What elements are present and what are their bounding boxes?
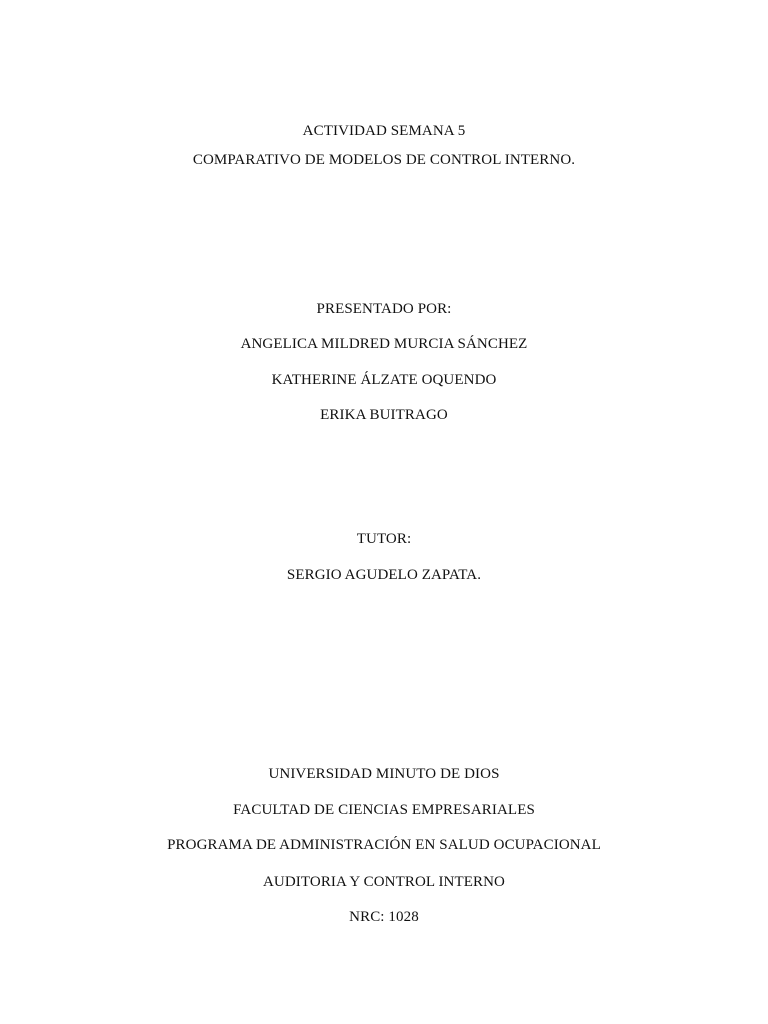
- tutor-name: SERGIO AGUDELO ZAPATA.: [286, 567, 482, 583]
- university-name: UNIVERSIDAD MINUTO DE DIOS: [268, 766, 500, 782]
- document-subject: COMPARATIVO DE MODELOS DE CONTROL INTERNO.: [192, 152, 576, 168]
- author-name: KATHERINE ÁLZATE OQUENDO: [271, 372, 497, 388]
- activity-title: ACTIVIDAD SEMANA 5: [302, 123, 466, 139]
- nrc-code: NRC: 1028: [349, 909, 419, 925]
- course-name: AUDITORIA Y CONTROL INTERNO: [263, 874, 505, 890]
- program-name: PROGRAMA DE ADMINISTRACIÓN EN SALUD OCUPACIONAL: [167, 837, 601, 853]
- faculty-name: FACULTAD DE CIENCIAS EMPRESARIALES: [233, 802, 535, 818]
- author-name: ANGELICA MILDRED MURCIA SÁNCHEZ: [240, 336, 528, 352]
- tutor-label: TUTOR:: [356, 531, 412, 547]
- presented-by-label: PRESENTADO POR:: [316, 301, 452, 317]
- author-name: ERIKA BUITRAGO: [320, 407, 448, 423]
